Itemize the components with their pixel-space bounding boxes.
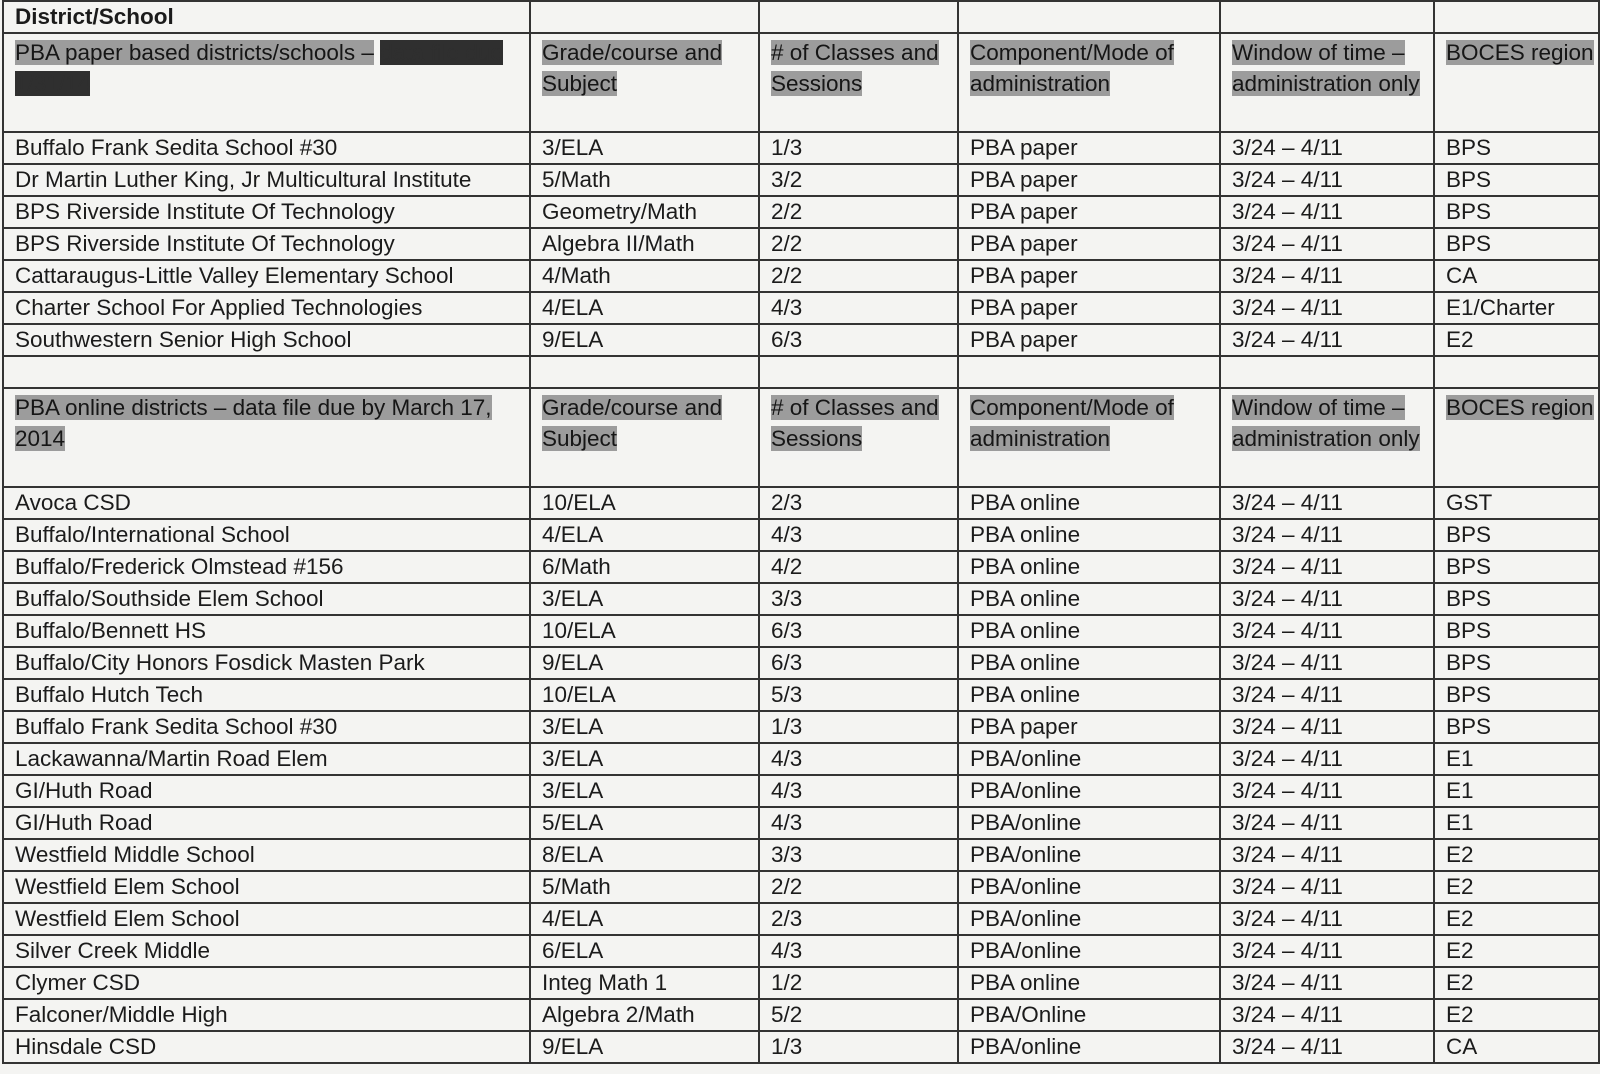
cell-window: 3/24 – 4/11 <box>1220 487 1434 519</box>
cell-classes: 5/3 <box>759 679 958 711</box>
header-component: Component/Mode of administration <box>958 388 1220 487</box>
cell-boces: BPS <box>1434 647 1599 679</box>
table-row <box>3 487 1599 519</box>
table-row <box>3 679 1599 711</box>
cell-classes: 4/3 <box>759 292 958 324</box>
header-boces: BOCES region <box>1434 33 1599 132</box>
cell-grade: 10/ELA <box>530 487 759 519</box>
header-component: Component/Mode of administration <box>958 33 1220 132</box>
cell-boces: E1 <box>1434 743 1599 775</box>
cell-grade: Integ Math 1 <box>530 967 759 999</box>
cell-grade: 5/Math <box>530 164 759 196</box>
cell-classes: 4/3 <box>759 807 958 839</box>
table-row <box>3 711 1599 743</box>
cell-boces: BPS <box>1434 551 1599 583</box>
cell-district: GI/Huth Road <box>3 775 530 807</box>
table-row <box>3 164 1599 196</box>
redaction-block: data file due 1/31/14 <box>15 40 503 96</box>
header-window: Window of time – administration only <box>1220 33 1434 132</box>
title-row <box>3 1 1599 33</box>
table-row <box>3 839 1599 871</box>
table-row <box>3 228 1599 260</box>
header-window: Window of time – administration only <box>1220 388 1434 487</box>
cell-classes: 6/3 <box>759 324 958 356</box>
cell-boces: BPS <box>1434 132 1599 164</box>
table-row <box>3 807 1599 839</box>
cell-district: BPS Riverside Institute Of Technology <box>3 228 530 260</box>
cell-classes: 2/2 <box>759 260 958 292</box>
cell-component: PBA paper <box>958 196 1220 228</box>
cell-district: Southwestern Senior High School <box>3 324 530 356</box>
cell-classes: 2/2 <box>759 871 958 903</box>
cell-district: Buffalo/International School <box>3 519 530 551</box>
cell-window: 3/24 – 4/11 <box>1220 196 1434 228</box>
cell-classes: 5/2 <box>759 999 958 1031</box>
cell-component: PBA online <box>958 583 1220 615</box>
cell-component: PBA/online <box>958 775 1220 807</box>
cell-classes: 2/3 <box>759 487 958 519</box>
cell-window: 3/24 – 4/11 <box>1220 903 1434 935</box>
table-row <box>3 1031 1599 1063</box>
cell-classes: 2/2 <box>759 196 958 228</box>
cell-grade: 6/Math <box>530 551 759 583</box>
header-classes: # of Classes and Sessions <box>759 33 958 132</box>
cell-boces: BPS <box>1434 711 1599 743</box>
cell-window: 3/24 – 4/11 <box>1220 551 1434 583</box>
cell-grade: 9/ELA <box>530 1031 759 1063</box>
cell-grade: 3/ELA <box>530 132 759 164</box>
cell-district: Westfield Elem School <box>3 871 530 903</box>
cell-window: 3/24 – 4/11 <box>1220 935 1434 967</box>
table-row <box>3 324 1599 356</box>
cell-district: Buffalo/Southside Elem School <box>3 583 530 615</box>
cell-window: 3/24 – 4/11 <box>1220 711 1434 743</box>
cell-boces: BPS <box>1434 679 1599 711</box>
table-row <box>3 775 1599 807</box>
cell-grade: 4/ELA <box>530 292 759 324</box>
cell-district: Lackawanna/Martin Road Elem <box>3 743 530 775</box>
cell-district: Buffalo Frank Sedita School #30 <box>3 711 530 743</box>
spacer-row <box>3 356 1599 388</box>
table-row <box>3 132 1599 164</box>
cell-classes: 4/3 <box>759 743 958 775</box>
cell-grade: Algebra II/Math <box>530 228 759 260</box>
online-section-header <box>3 388 1599 487</box>
cell-boces: BPS <box>1434 519 1599 551</box>
cell-boces: E2 <box>1434 999 1599 1031</box>
header-district: PBA online districts – data file due by March 17, 2014 <box>3 388 530 487</box>
cell-grade: 8/ELA <box>530 839 759 871</box>
cell-window: 3/24 – 4/11 <box>1220 999 1434 1031</box>
cell-classes: 3/2 <box>759 164 958 196</box>
cell-component: PBA/online <box>958 839 1220 871</box>
cell-classes: 4/3 <box>759 519 958 551</box>
cell-grade: 4/ELA <box>530 903 759 935</box>
cell-grade: 10/ELA <box>530 615 759 647</box>
cell-component: PBA online <box>958 967 1220 999</box>
cell-grade: 5/ELA <box>530 807 759 839</box>
cell-district: Westfield Middle School <box>3 839 530 871</box>
cell-window: 3/24 – 4/11 <box>1220 807 1434 839</box>
cell-classes: 2/3 <box>759 903 958 935</box>
cell-boces: E2 <box>1434 324 1599 356</box>
cell-window: 3/24 – 4/11 <box>1220 775 1434 807</box>
cell-boces: CA <box>1434 1031 1599 1063</box>
cell-component: PBA/online <box>958 935 1220 967</box>
cell-district: Charter School For Applied Technologies <box>3 292 530 324</box>
cell-component: PBA paper <box>958 260 1220 292</box>
cell-window: 3/24 – 4/11 <box>1220 324 1434 356</box>
cell-district: Falconer/Middle High <box>3 999 530 1031</box>
cell-component: PBA online <box>958 551 1220 583</box>
cell-component: PBA/online <box>958 871 1220 903</box>
cell-grade: 3/ELA <box>530 743 759 775</box>
table-row <box>3 903 1599 935</box>
table-row <box>3 967 1599 999</box>
table-row <box>3 519 1599 551</box>
cell-window: 3/24 – 4/11 <box>1220 967 1434 999</box>
cell-window: 3/24 – 4/11 <box>1220 292 1434 324</box>
cell-component: PBA paper <box>958 228 1220 260</box>
cell-district: Clymer CSD <box>3 967 530 999</box>
cell-grade: 3/ELA <box>530 775 759 807</box>
cell-district: Buffalo Frank Sedita School #30 <box>3 132 530 164</box>
cell-window: 3/24 – 4/11 <box>1220 132 1434 164</box>
cell-component: PBA online <box>958 487 1220 519</box>
cell-boces: BPS <box>1434 615 1599 647</box>
cell-component: PBA online <box>958 647 1220 679</box>
cell-component: PBA/online <box>958 1031 1220 1063</box>
cell-classes: 1/3 <box>759 711 958 743</box>
cell-boces: E2 <box>1434 903 1599 935</box>
cell-grade: 4/Math <box>530 260 759 292</box>
cell-window: 3/24 – 4/11 <box>1220 615 1434 647</box>
cell-boces: BPS <box>1434 164 1599 196</box>
cell-component: PBA/online <box>958 807 1220 839</box>
cell-classes: 3/3 <box>759 583 958 615</box>
cell-district: Hinsdale CSD <box>3 1031 530 1063</box>
table-row <box>3 647 1599 679</box>
cell-boces: GST <box>1434 487 1599 519</box>
cell-grade: 5/Math <box>530 871 759 903</box>
cell-component: PBA/online <box>958 903 1220 935</box>
cell-district: Buffalo/City Honors Fosdick Masten Park <box>3 647 530 679</box>
cell-boces: E1 <box>1434 775 1599 807</box>
cell-grade: 6/ELA <box>530 935 759 967</box>
cell-boces: E2 <box>1434 935 1599 967</box>
cell-classes: 2/2 <box>759 228 958 260</box>
cell-grade: Geometry/Math <box>530 196 759 228</box>
table-row <box>3 743 1599 775</box>
table-row <box>3 292 1599 324</box>
cell-classes: 3/3 <box>759 839 958 871</box>
cell-classes: 4/3 <box>759 775 958 807</box>
cell-boces: E2 <box>1434 839 1599 871</box>
cell-component: PBA online <box>958 519 1220 551</box>
cell-boces: BPS <box>1434 196 1599 228</box>
table-row <box>3 583 1599 615</box>
cell-boces: BPS <box>1434 583 1599 615</box>
cell-classes: 6/3 <box>759 647 958 679</box>
table-row <box>3 615 1599 647</box>
table-row <box>3 196 1599 228</box>
cell-classes: 4/3 <box>759 935 958 967</box>
cell-district: Buffalo Hutch Tech <box>3 679 530 711</box>
cell-classes: 1/2 <box>759 967 958 999</box>
table-row <box>3 551 1599 583</box>
header-district: PBA paper based districts/schools – data file due 1/31/14 <box>3 33 530 132</box>
cell-window: 3/24 – 4/11 <box>1220 871 1434 903</box>
cell-boces: E2 <box>1434 967 1599 999</box>
cell-window: 3/24 – 4/11 <box>1220 260 1434 292</box>
cell-component: PBA/Online <box>958 999 1220 1031</box>
cell-district: Westfield Elem School <box>3 903 530 935</box>
cell-district: Silver Creek Middle <box>3 935 530 967</box>
cell-window: 3/24 – 4/11 <box>1220 647 1434 679</box>
cell-component: PBA online <box>958 679 1220 711</box>
table-row <box>3 999 1599 1031</box>
title-cell: District/School <box>3 1 530 33</box>
cell-district: GI/Huth Road <box>3 807 530 839</box>
cell-component: PBA/online <box>958 743 1220 775</box>
cell-grade: Algebra 2/Math <box>530 999 759 1031</box>
cell-district: Buffalo/Bennett HS <box>3 615 530 647</box>
cell-district: Dr Martin Luther King, Jr Multicultural Institute <box>3 164 530 196</box>
header-grade: Grade/course and Subject <box>530 388 759 487</box>
header-classes: # of Classes and Sessions <box>759 388 958 487</box>
cell-classes: 6/3 <box>759 615 958 647</box>
table-row <box>3 260 1599 292</box>
cell-component: PBA online <box>958 615 1220 647</box>
cell-window: 3/24 – 4/11 <box>1220 1031 1434 1063</box>
cell-window: 3/24 – 4/11 <box>1220 743 1434 775</box>
cell-district: Buffalo/Frederick Olmstead #156 <box>3 551 530 583</box>
cell-component: PBA paper <box>958 164 1220 196</box>
cell-window: 3/24 – 4/11 <box>1220 583 1434 615</box>
cell-grade: 3/ELA <box>530 711 759 743</box>
pba-schedule-table <box>2 0 1600 1064</box>
cell-component: PBA paper <box>958 711 1220 743</box>
cell-classes: 1/3 <box>759 132 958 164</box>
cell-window: 3/24 – 4/11 <box>1220 839 1434 871</box>
cell-grade: 9/ELA <box>530 324 759 356</box>
table-row <box>3 935 1599 967</box>
header-grade: Grade/course and Subject <box>530 33 759 132</box>
cell-classes: 4/2 <box>759 551 958 583</box>
cell-grade: 10/ELA <box>530 679 759 711</box>
cell-classes: 1/3 <box>759 1031 958 1063</box>
cell-window: 3/24 – 4/11 <box>1220 228 1434 260</box>
paper-section-header <box>3 33 1599 132</box>
cell-window: 3/24 – 4/11 <box>1220 519 1434 551</box>
cell-window: 3/24 – 4/11 <box>1220 679 1434 711</box>
cell-component: PBA paper <box>958 292 1220 324</box>
cell-district: BPS Riverside Institute Of Technology <box>3 196 530 228</box>
cell-grade: 4/ELA <box>530 519 759 551</box>
cell-boces: E1 <box>1434 807 1599 839</box>
cell-district: Cattaraugus-Little Valley Elementary School <box>3 260 530 292</box>
table-row <box>3 871 1599 903</box>
cell-district: Avoca CSD <box>3 487 530 519</box>
header-boces: BOCES region <box>1434 388 1599 487</box>
cell-component: PBA paper <box>958 324 1220 356</box>
cell-boces: E1/Charter <box>1434 292 1599 324</box>
cell-grade: 9/ELA <box>530 647 759 679</box>
cell-window: 3/24 – 4/11 <box>1220 164 1434 196</box>
cell-boces: E2 <box>1434 871 1599 903</box>
cell-component: PBA paper <box>958 132 1220 164</box>
cell-grade: 3/ELA <box>530 583 759 615</box>
cell-boces: BPS <box>1434 228 1599 260</box>
cell-boces: CA <box>1434 260 1599 292</box>
